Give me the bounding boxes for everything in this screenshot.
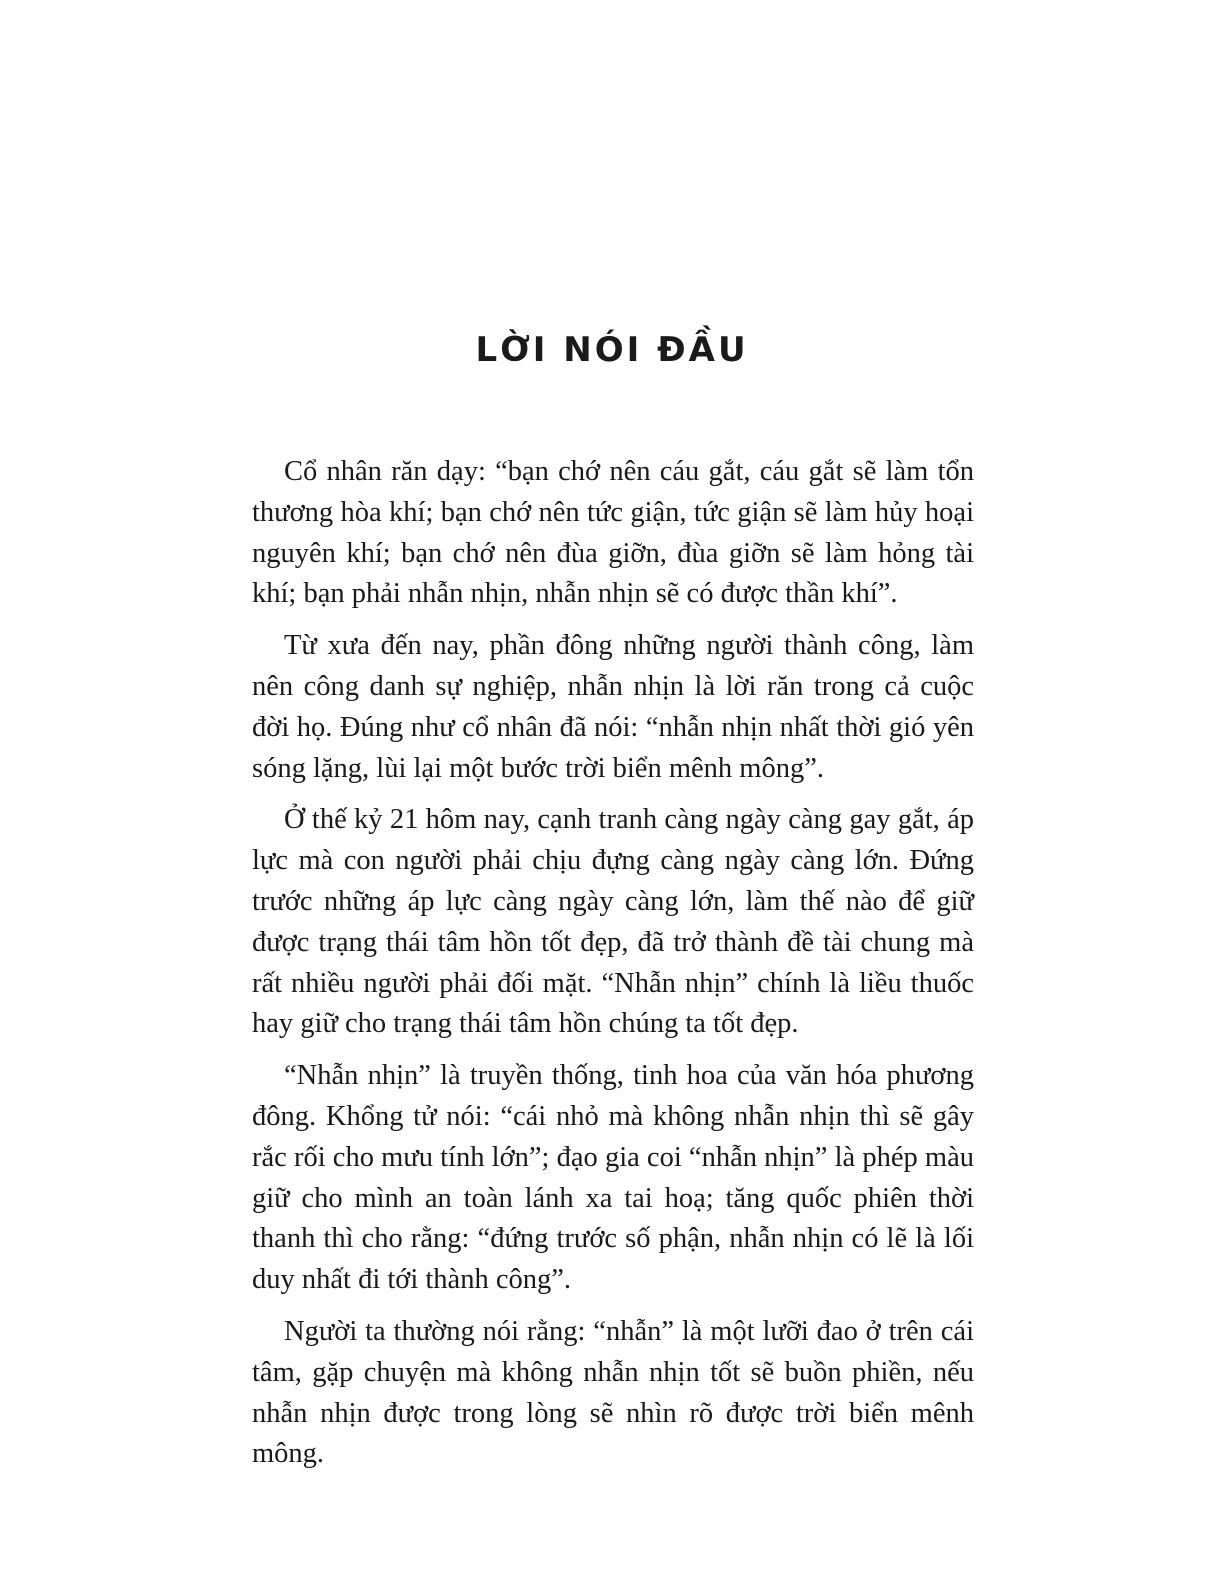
paragraph-3: Ở thế kỷ 21 hôm nay, cạnh tranh càng ngày càng gay gắt, áp lực mà con người phải chịu đựng càng ngày càng lớn. Đứng trước những áp lực càng ngày càng lớn, làm thế nào để giữ được trạng thái tâm hồn tốt đẹp, đã trở thành đề tài chung mà rất nhiều người phải đối mặt. “Nhẫn nhịn” chính là liều thuốc hay giữ cho trạng thái tâm hồn chúng ta tốt đẹp. [252,804,974,1040]
preface-body [252,452,974,1486]
paragraph-1: Cổ nhân răn dạy: “bạn chớ nên cáu gắt, cáu gắt sẽ làm tổn thương hòa khí; bạn chớ nên tức giận, tức giận sẽ làm hủy hoại nguyên khí; bạn chớ nên đùa giỡn, đùa giỡn sẽ làm hỏng tài khí; bạn phải nhẫn nhịn, nhẫn nhịn sẽ có được thần khí”. [252,456,974,610]
paragraph-5: Người ta thường nói rằng: “nhẫn” là một lưỡi đao ở trên cái tâm, gặp chuyện mà không nhẫn nhịn tốt sẽ buồn phiền, nếu nhẫn nhịn được trong lòng sẽ nhìn rõ được trời biển mênh mông. [252,1315,974,1470]
page-title: LỜI NÓI ĐẦU [475,330,749,370]
paragraph-4: “Nhẫn nhịn” là truyền thống, tinh hoa của văn hóa phương đông. Khổng tử nói: “cái nhỏ mà không nhẫn nhịn thì sẽ gây rắc rối cho mưu tính lớn”; đạo gia coi “nhẫn nhịn” là phép màu giữ cho mình an toàn lánh xa tai hoạ; tăng quốc phiên thời thanh thì cho rằng: “đứng trước số phận, nhẫn nhịn có lẽ là lối duy nhất đi tới thành công”. [252,1060,974,1296]
paragraph-2: Từ xưa đến nay, phần đông những người thành công, làm nên công danh sự nghiệp, nhẫn nhịn là lời răn trong cả cuộc đời họ. Đúng như cổ nhân đã nói: “nhẫn nhịn nhất thời gió yên sóng lặng, lùi lại một bước trời biển mênh mông”. [252,630,974,784]
